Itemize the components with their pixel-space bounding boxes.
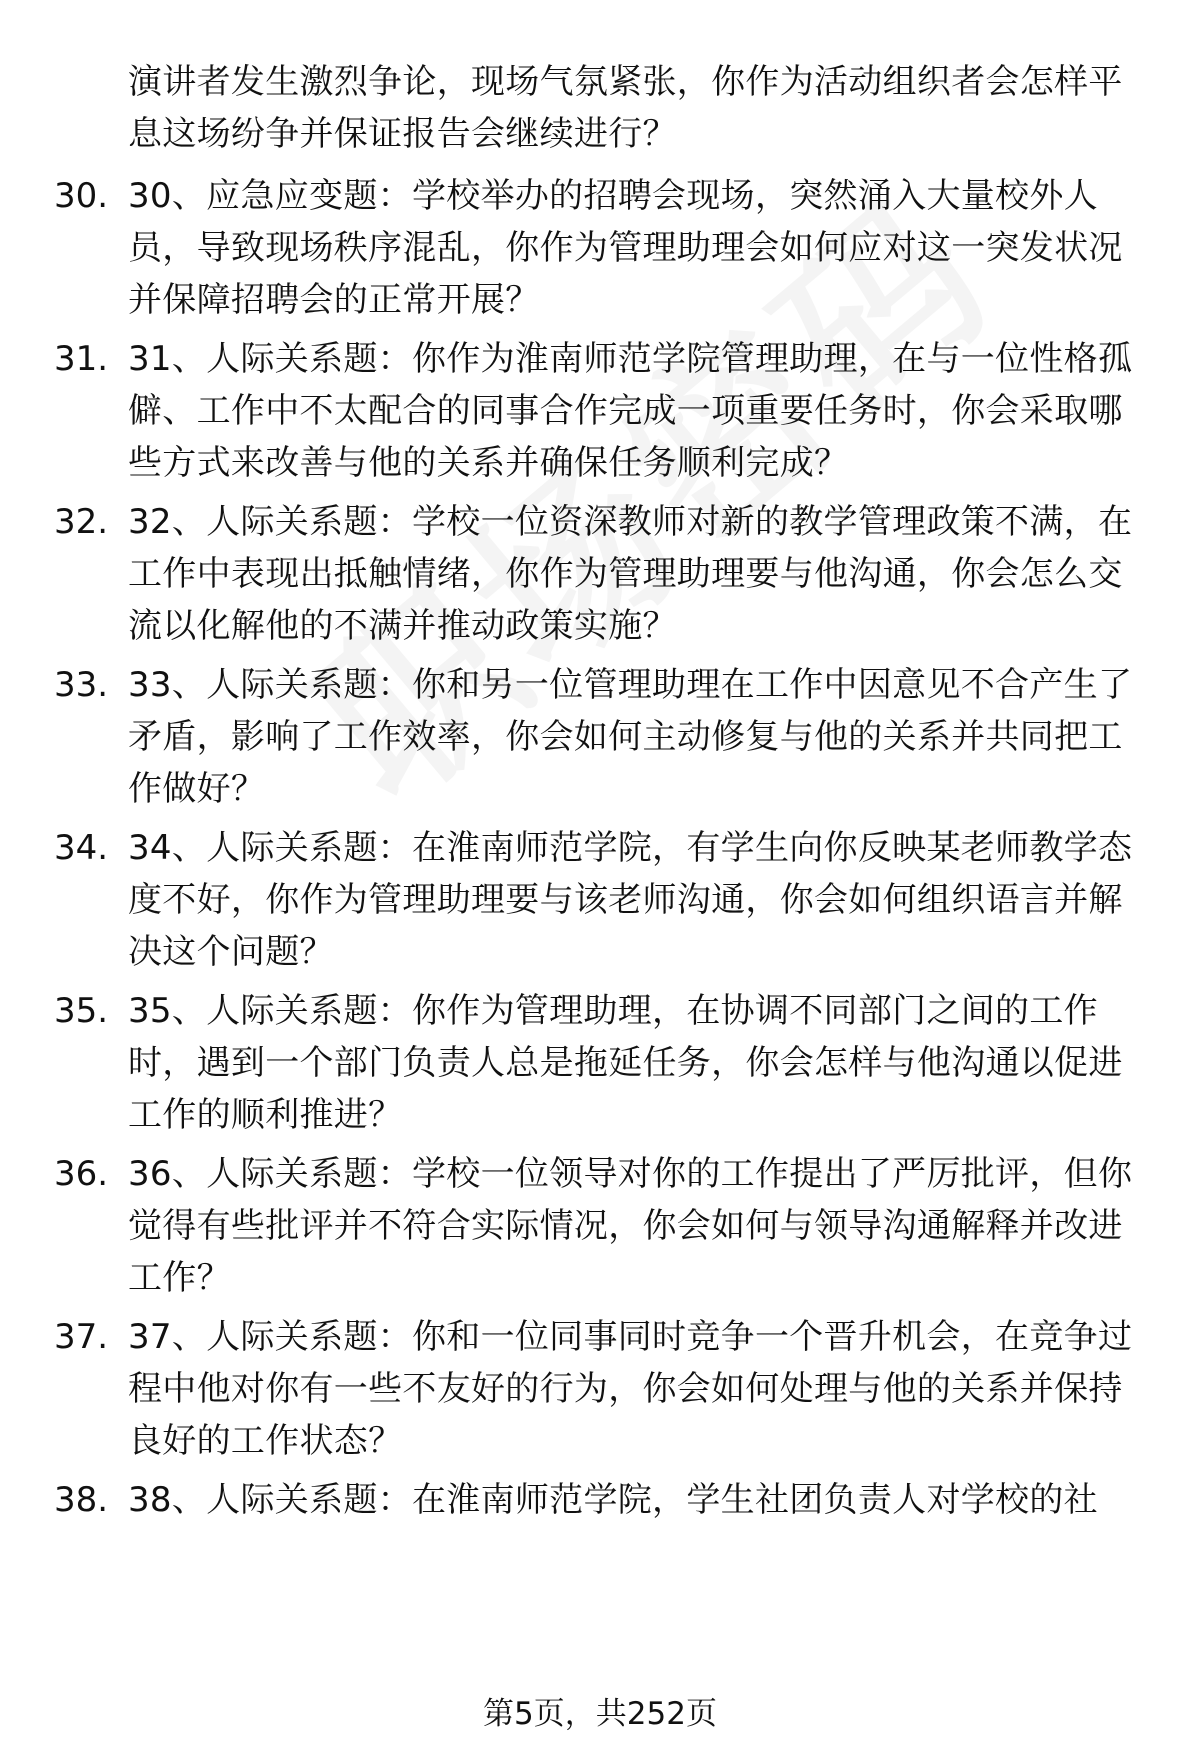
question-number: 36. [54,1154,109,1194]
question-text: 35、人际关系题：你作为管理助理，在协调不同部门之间的工作时，遇到一个部门负责人总是拖延任务，你会怎样与他沟通以促进工作的顺利推进？ [128,991,1123,1135]
question-number: 35. [54,991,109,1031]
question-number: 33. [54,665,109,705]
question-text: 33、人际关系题：你和另一位管理助理在工作中因意见不合产生了矛盾，影响了工作效率，你会如何主动修复与他的关系并共同把工作做好？ [128,665,1133,809]
question-text: 32、人际关系题：学校一位资深教师对新的教学管理政策不满，在工作中表现出抵触情绪，你作为管理助理要与他沟通，你会怎么交流以化解他的不满并推动政策实施？ [128,502,1133,646]
page-footer: 第5页，共252页 [483,1696,717,1732]
question-text: 38、人际关系题：在淮南师范学院，学生社团负责人对学校的社 [128,1480,1098,1520]
question-number: 32. [54,502,109,542]
question-text: 36、人际关系题：学校一位领导对你的工作提出了严厉批评，但你觉得有些批评并不符合实际情况，你会如何与领导沟通解释并改进工作？ [128,1154,1133,1298]
question-number: 38. [54,1480,109,1520]
intro-continuation: 演讲者发生激烈争论，现场气氛紧张，你作为活动组织者会怎样平息这场纷争并保证报告会继续进行？ [128,62,1123,154]
question-number: 30. [54,176,109,216]
question-number: 37. [54,1317,109,1357]
question-text: 30、应急应变题：学校举办的招聘会现场，突然涌入大量校外人员，导致现场秩序混乱，你作为管理助理会如何应对这一突发状况并保障招聘会的正常开展？ [128,176,1123,320]
question-text: 34、人际关系题：在淮南师范学院，有学生向你反映某老师教学态度不好，你作为管理助理要与该老师沟通，你会如何组织语言并解决这个问题？ [128,828,1133,972]
question-number: 34. [54,828,109,868]
question-number: 31. [54,339,109,379]
question-text: 37、人际关系题：你和一位同事同时竞争一个晋升机会，在竞争过程中他对你有一些不友好的行为，你会如何处理与他的关系并保持良好的工作状态？ [128,1317,1133,1461]
question-text: 31、人际关系题：你作为淮南师范学院管理助理，在与一位性格孤僻、工作中不太配合的同事合作完成一项重要任务时，你会采取哪些方式来改善与他的关系并确保任务顺利完成？ [128,339,1133,483]
